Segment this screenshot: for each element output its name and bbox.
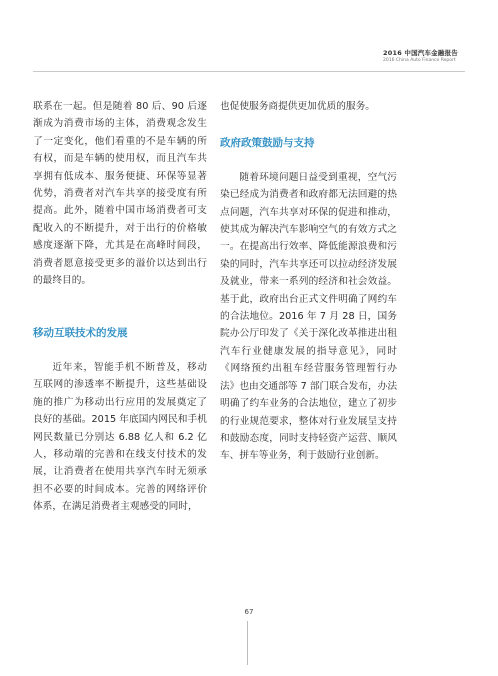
left-column xyxy=(33,98,207,516)
left-paragraph-2: 近年来，智能手机不断普及，移动互联网的渗透率不断提升，这些基础设施的推广为移动出行应用的发展奠定了良好的基础。2015 年底国内网民和手机网民数量已分别达 6.88 亿人和 6.2 亿人，移动端的完善和在线支付技术的发展，让消费者在使用共享汽车时无须承担不必要的时间成本。完善的网络评价体系，在满足消费者主观感受的同时， xyxy=(33,361,207,513)
report-header xyxy=(383,49,458,64)
right-column xyxy=(220,98,397,465)
header-divider xyxy=(33,71,465,72)
section-heading-mobile-internet: 移动互联技术的发展 xyxy=(33,327,128,340)
section-heading-government-policy: 政府政策鼓励与支持 xyxy=(220,137,315,150)
page-number-rule xyxy=(247,621,248,665)
report-subtitle: 2016 China Auto Finance Report xyxy=(383,58,456,63)
page-number: 67 xyxy=(244,608,254,616)
right-paragraph-2: 随着环境问题日益受到重视，空气污染已经成为消费者和政府都无法回避的热点问题，汽车共享对环保的促进和推动，使其成为解决汽车影响空气的有效方式之一。在提高出行效率、降低能源浪费和污染的同时，汽车共享还可以拉动经济发展及就业，带来一系列的经济和社会效益。基于此，政府出台正式文件明确了网约车的合法地位。2016 年 7 月 28 日，国务院办公厅印发了《关于深化改革推进出租汽车行业健康发展的指导意见》，同时《网络预约出租车经营服务管理暂行办法》也由交通部等 7 部门联合发布，办法明确了约车业务的合法地位，建立了初步的行业规范要求，整体对行业发展呈支持和鼓励态度，同时支持轻资产运营、顺风车、拼车等业务，利于鼓励行业创新。 xyxy=(220,171,398,462)
left-paragraph-1: 联系在一起。但是随着 80 后、90 后逐渐成为消费市场的主体，消费观念发生了一定变化，他们看重的不是车辆的所有权，而是车辆的使用权，而且汽车共享拥有低成本、服务便捷、环保等显著优势，消费者对汽车共享的接受度有所提高。此外，随着中国市场消费者可支配收入的不断提升，对于出行的价格敏感度逐渐下降，尤其是在高峰时间段，消费者愿意接受更多的溢价以达到出行的最终目的。 xyxy=(33,101,207,287)
report-title: 2016 中国汽车金融报告 xyxy=(383,49,458,57)
right-paragraph-1: 也促使服务商提供更加优质的服务。 xyxy=(220,101,375,112)
